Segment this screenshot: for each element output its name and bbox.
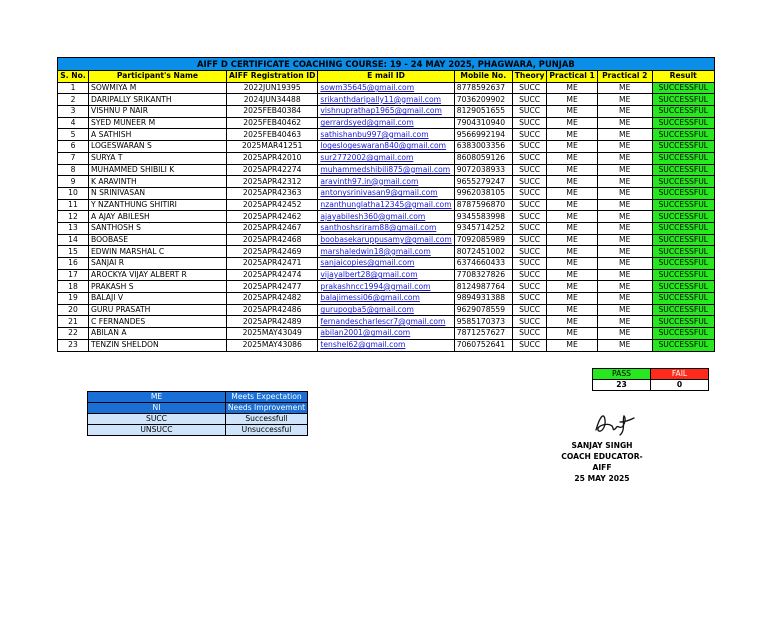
practical-2-grade: ME bbox=[597, 117, 652, 129]
email-link[interactable]: fernandescharlescr7@gmail.com bbox=[318, 316, 454, 328]
table-row bbox=[58, 328, 715, 340]
registration-id: 2025APR42274 bbox=[227, 164, 318, 176]
registration-id: 2025APR42462 bbox=[227, 211, 318, 223]
mobile-number: 7904310940 bbox=[454, 117, 512, 129]
theory-grade: SUCC bbox=[512, 258, 547, 270]
theory-grade: SUCC bbox=[512, 316, 547, 328]
email-link[interactable]: aravinth97.in@gmail.com bbox=[318, 176, 454, 188]
email-link[interactable]: sathishanbu997@gmail.com bbox=[318, 129, 454, 141]
mobile-number: 9345714252 bbox=[454, 222, 512, 234]
table-row bbox=[58, 234, 715, 246]
result-badge: SUCCESSFUL bbox=[652, 187, 714, 199]
table-row bbox=[58, 117, 715, 129]
serial-number: 15 bbox=[58, 246, 89, 258]
table-row bbox=[58, 316, 715, 328]
practical-2-grade: ME bbox=[597, 187, 652, 199]
fail-label: FAIL bbox=[651, 369, 709, 380]
registration-id: 2025APR42010 bbox=[227, 152, 318, 164]
table-row bbox=[58, 199, 715, 211]
registration-id: 2024JUN34488 bbox=[227, 94, 318, 106]
table-row bbox=[58, 304, 715, 316]
theory-grade: SUCC bbox=[512, 176, 547, 188]
column-header: Participant's Name bbox=[89, 71, 227, 83]
registration-id: 2022JUN19395 bbox=[227, 82, 318, 94]
column-header: E mail ID bbox=[318, 71, 454, 83]
registration-id: 2025APR42471 bbox=[227, 258, 318, 270]
theory-grade: SUCC bbox=[512, 117, 547, 129]
email-link[interactable]: srikanthdaripally11@gmail.com bbox=[318, 94, 454, 106]
participant-name: A AJAY ABILESH bbox=[89, 211, 227, 223]
registration-id: 2025APR42486 bbox=[227, 304, 318, 316]
signatory-block bbox=[552, 440, 652, 484]
theory-grade: SUCC bbox=[512, 199, 547, 211]
column-header: Mobile No. bbox=[454, 71, 512, 83]
mobile-number: 9585170373 bbox=[454, 316, 512, 328]
serial-number: 10 bbox=[58, 187, 89, 199]
practical-2-grade: ME bbox=[597, 199, 652, 211]
signatory-name: SANJAY SINGH bbox=[571, 441, 633, 450]
participant-name: SANTHOSH S bbox=[89, 222, 227, 234]
registration-id: 2025APR42477 bbox=[227, 281, 318, 293]
serial-number: 16 bbox=[58, 258, 89, 270]
registration-id: 2025APR42468 bbox=[227, 234, 318, 246]
serial-number: 7 bbox=[58, 152, 89, 164]
registration-id: 2025APR42469 bbox=[227, 246, 318, 258]
mobile-number: 7036209902 bbox=[454, 94, 512, 106]
result-badge: SUCCESSFUL bbox=[652, 293, 714, 305]
serial-number: 8 bbox=[58, 164, 89, 176]
practical-2-grade: ME bbox=[597, 304, 652, 316]
serial-number: 18 bbox=[58, 281, 89, 293]
serial-number: 4 bbox=[58, 117, 89, 129]
practical-1-grade: ME bbox=[547, 176, 597, 188]
theory-grade: SUCC bbox=[512, 246, 547, 258]
mobile-number: 7871257627 bbox=[454, 328, 512, 340]
serial-number: 22 bbox=[58, 328, 89, 340]
participant-name: Y NZANTHUNG SHITIRI bbox=[89, 199, 227, 211]
result-badge: SUCCESSFUL bbox=[652, 328, 714, 340]
email-link[interactable]: abilan2001@gmail.com bbox=[318, 328, 454, 340]
result-badge: SUCCESSFUL bbox=[652, 106, 714, 118]
practical-1-grade: ME bbox=[547, 129, 597, 141]
mobile-number: 9655279247 bbox=[454, 176, 512, 188]
email-link[interactable]: muhammedshibili875@gmail.com bbox=[318, 164, 454, 176]
table-row bbox=[58, 164, 715, 176]
practical-1-grade: ME bbox=[547, 234, 597, 246]
result-badge: SUCCESSFUL bbox=[652, 211, 714, 223]
result-badge: SUCCESSFUL bbox=[652, 258, 714, 270]
mobile-number: 9894931388 bbox=[454, 293, 512, 305]
practical-2-grade: ME bbox=[597, 152, 652, 164]
practical-2-grade: ME bbox=[597, 293, 652, 305]
result-badge: SUCCESSFUL bbox=[652, 94, 714, 106]
practical-2-grade: ME bbox=[597, 316, 652, 328]
email-link[interactable]: sur2772002@gmail.com bbox=[318, 152, 454, 164]
theory-grade: SUCC bbox=[512, 222, 547, 234]
mobile-number: 6383003356 bbox=[454, 141, 512, 153]
result-badge: SUCCESSFUL bbox=[652, 246, 714, 258]
result-badge: SUCCESSFUL bbox=[652, 164, 714, 176]
mobile-number: 9566992194 bbox=[454, 129, 512, 141]
pass-fail-summary bbox=[592, 368, 709, 391]
practical-1-grade: ME bbox=[547, 281, 597, 293]
table-row bbox=[58, 94, 715, 106]
table-row bbox=[58, 187, 715, 199]
participant-name: EDWIN MARSHAL C bbox=[89, 246, 227, 258]
email-link[interactable]: ajayabilesh360@gmail.com bbox=[318, 211, 454, 223]
legend-row bbox=[88, 425, 308, 436]
practical-1-grade: ME bbox=[547, 211, 597, 223]
practical-2-grade: ME bbox=[597, 258, 652, 270]
column-header: S. No. bbox=[58, 71, 89, 83]
participant-name: K ARAVINTH bbox=[89, 176, 227, 188]
legend-code: NI bbox=[88, 403, 226, 414]
participant-name: SOWMIYA M bbox=[89, 82, 227, 94]
email-link[interactable]: vijayalbert28@gmail.com bbox=[318, 269, 454, 281]
theory-grade: SUCC bbox=[512, 234, 547, 246]
mobile-number: 7708327826 bbox=[454, 269, 512, 281]
participant-name: DARIPALLY SRIKANTH bbox=[89, 94, 227, 106]
practical-2-grade: ME bbox=[597, 82, 652, 94]
pass-count: 23 bbox=[593, 380, 651, 391]
email-link[interactable]: vishnuprathap1965@gmail.com bbox=[318, 106, 454, 118]
pass-label: PASS bbox=[593, 369, 651, 380]
practical-2-grade: ME bbox=[597, 94, 652, 106]
result-badge: SUCCESSFUL bbox=[652, 152, 714, 164]
serial-number: 6 bbox=[58, 141, 89, 153]
mobile-number: 7092085989 bbox=[454, 234, 512, 246]
column-header: Theory bbox=[512, 71, 547, 83]
practical-2-grade: ME bbox=[597, 141, 652, 153]
participant-name: LOGESWARAN S bbox=[89, 141, 227, 153]
course-title: AIFF D CERTIFICATE COACHING COURSE: 19 - 24 MAY 2025, PHAGWARA, PUNJAB bbox=[58, 58, 715, 71]
mobile-number: 8778592637 bbox=[454, 82, 512, 94]
email-link[interactable]: gurupogba5@gmail.com bbox=[318, 304, 454, 316]
result-badge: SUCCESSFUL bbox=[652, 129, 714, 141]
practical-1-grade: ME bbox=[547, 328, 597, 340]
email-link[interactable]: tenshel62@gmail.com bbox=[318, 339, 454, 351]
participant-name: GURU PRASATH bbox=[89, 304, 227, 316]
theory-grade: SUCC bbox=[512, 152, 547, 164]
practical-1-grade: ME bbox=[547, 246, 597, 258]
result-badge: SUCCESSFUL bbox=[652, 117, 714, 129]
participant-name: N SRINIVASAN bbox=[89, 187, 227, 199]
practical-2-grade: ME bbox=[597, 211, 652, 223]
practical-2-grade: ME bbox=[597, 129, 652, 141]
result-badge: SUCCESSFUL bbox=[652, 199, 714, 211]
registration-id: 2025APR42312 bbox=[227, 176, 318, 188]
email-link[interactable]: santhoshsriram88@gmail.com bbox=[318, 222, 454, 234]
registration-id: 2025FEB40384 bbox=[227, 106, 318, 118]
practical-1-grade: ME bbox=[547, 117, 597, 129]
registration-id: 2025APR42474 bbox=[227, 269, 318, 281]
participant-name: BALAJI V bbox=[89, 293, 227, 305]
practical-1-grade: ME bbox=[547, 141, 597, 153]
theory-grade: SUCC bbox=[512, 304, 547, 316]
mobile-number: 7060752641 bbox=[454, 339, 512, 351]
practical-1-grade: ME bbox=[547, 339, 597, 351]
email-link[interactable]: balajimessi06@gmail.com bbox=[318, 293, 454, 305]
signatory-date: 25 MAY 2025 bbox=[574, 474, 630, 483]
signatory-role: COACH EDUCATOR- AIFF bbox=[561, 452, 643, 472]
theory-grade: SUCC bbox=[512, 164, 547, 176]
email-link[interactable]: boobasekaruppusamy@gmail.com bbox=[318, 234, 454, 246]
serial-number: 14 bbox=[58, 234, 89, 246]
participant-name: TENZIN SHELDON bbox=[89, 339, 227, 351]
legend-row bbox=[88, 403, 308, 414]
result-badge: SUCCESSFUL bbox=[652, 222, 714, 234]
theory-grade: SUCC bbox=[512, 94, 547, 106]
grading-legend bbox=[87, 391, 308, 436]
theory-grade: SUCC bbox=[512, 328, 547, 340]
result-badge: SUCCESSFUL bbox=[652, 234, 714, 246]
table-row bbox=[58, 152, 715, 164]
practical-1-grade: ME bbox=[547, 164, 597, 176]
participant-name: BOOBASE bbox=[89, 234, 227, 246]
serial-number: 9 bbox=[58, 176, 89, 188]
result-badge: SUCCESSFUL bbox=[652, 316, 714, 328]
result-badge: SUCCESSFUL bbox=[652, 281, 714, 293]
table-row bbox=[58, 106, 715, 118]
serial-number: 12 bbox=[58, 211, 89, 223]
theory-grade: SUCC bbox=[512, 339, 547, 351]
email-link[interactable]: nzanthunglatha12345@gmail.com bbox=[318, 199, 454, 211]
table-row bbox=[58, 211, 715, 223]
theory-grade: SUCC bbox=[512, 141, 547, 153]
serial-number: 20 bbox=[58, 304, 89, 316]
practical-1-grade: ME bbox=[547, 152, 597, 164]
email-link[interactable]: marshaledwin18@gmail.com bbox=[318, 246, 454, 258]
results-table bbox=[57, 57, 715, 352]
result-badge: SUCCESSFUL bbox=[652, 141, 714, 153]
practical-2-grade: ME bbox=[597, 246, 652, 258]
participant-name: SURYA T bbox=[89, 152, 227, 164]
registration-id: 2025MAR41251 bbox=[227, 141, 318, 153]
table-row bbox=[58, 141, 715, 153]
theory-grade: SUCC bbox=[512, 293, 547, 305]
legend-row bbox=[88, 392, 308, 403]
fail-count: 0 bbox=[651, 380, 709, 391]
table-row bbox=[58, 246, 715, 258]
email-link[interactable]: prakashncc1994@gmail.com bbox=[318, 281, 454, 293]
result-badge: SUCCESSFUL bbox=[652, 339, 714, 351]
table-row bbox=[58, 339, 715, 351]
serial-number: 13 bbox=[58, 222, 89, 234]
mobile-number: 8072451002 bbox=[454, 246, 512, 258]
participant-name: VISHNU P NAIR bbox=[89, 106, 227, 118]
table-row bbox=[58, 281, 715, 293]
result-badge: SUCCESSFUL bbox=[652, 269, 714, 281]
legend-meaning: Successfull bbox=[226, 414, 308, 425]
practical-1-grade: ME bbox=[547, 316, 597, 328]
theory-grade: SUCC bbox=[512, 106, 547, 118]
practical-1-grade: ME bbox=[547, 222, 597, 234]
mobile-number: 8124987764 bbox=[454, 281, 512, 293]
mobile-number: 8608059126 bbox=[454, 152, 512, 164]
practical-2-grade: ME bbox=[597, 106, 652, 118]
serial-number: 5 bbox=[58, 129, 89, 141]
registration-id: 2025APR42467 bbox=[227, 222, 318, 234]
theory-grade: SUCC bbox=[512, 129, 547, 141]
practical-2-grade: ME bbox=[597, 269, 652, 281]
practical-1-grade: ME bbox=[547, 199, 597, 211]
table-row bbox=[58, 222, 715, 234]
participant-name: MUHAMMED SHIBILI K bbox=[89, 164, 227, 176]
table-row bbox=[58, 258, 715, 270]
mobile-number: 9629078559 bbox=[454, 304, 512, 316]
serial-number: 1 bbox=[58, 82, 89, 94]
serial-number: 17 bbox=[58, 269, 89, 281]
serial-number: 21 bbox=[58, 316, 89, 328]
legend-meaning: Needs Improvement bbox=[226, 403, 308, 414]
result-badge: SUCCESSFUL bbox=[652, 304, 714, 316]
legend-meaning: Unsuccessful bbox=[226, 425, 308, 436]
theory-grade: SUCC bbox=[512, 82, 547, 94]
practical-1-grade: ME bbox=[547, 82, 597, 94]
practical-2-grade: ME bbox=[597, 339, 652, 351]
table-row bbox=[58, 82, 715, 94]
practical-1-grade: ME bbox=[547, 187, 597, 199]
registration-id: 2025APR42452 bbox=[227, 199, 318, 211]
practical-1-grade: ME bbox=[547, 293, 597, 305]
serial-number: 2 bbox=[58, 94, 89, 106]
practical-1-grade: ME bbox=[547, 106, 597, 118]
practical-2-grade: ME bbox=[597, 234, 652, 246]
practical-2-grade: ME bbox=[597, 281, 652, 293]
registration-id: 2025FEB40462 bbox=[227, 117, 318, 129]
registration-id: 2025APR42363 bbox=[227, 187, 318, 199]
email-link[interactable]: sowm35645@gmail.com bbox=[318, 82, 454, 94]
serial-number: 19 bbox=[58, 293, 89, 305]
participant-name: ABILAN A bbox=[89, 328, 227, 340]
practical-2-grade: ME bbox=[597, 222, 652, 234]
mobile-number: 9962038105 bbox=[454, 187, 512, 199]
practical-1-grade: ME bbox=[547, 304, 597, 316]
email-link[interactable]: gerrardsyed@gmail.com bbox=[318, 117, 454, 129]
legend-code: UNSUCC bbox=[88, 425, 226, 436]
serial-number: 11 bbox=[58, 199, 89, 211]
participant-name: PRAKASH S bbox=[89, 281, 227, 293]
email-link[interactable]: logeslogeswaran840@gmail.com bbox=[318, 141, 454, 153]
serial-number: 23 bbox=[58, 339, 89, 351]
column-header: Result bbox=[652, 71, 714, 83]
legend-code: ME bbox=[88, 392, 226, 403]
participant-name: SANJAI R bbox=[89, 258, 227, 270]
mobile-number: 9072038933 bbox=[454, 164, 512, 176]
registration-id: 2025FEB40463 bbox=[227, 129, 318, 141]
theory-grade: SUCC bbox=[512, 281, 547, 293]
participant-name: AROCKYA VIJAY ALBERT R bbox=[89, 269, 227, 281]
practical-1-grade: ME bbox=[547, 94, 597, 106]
participant-name: C FERNANDES bbox=[89, 316, 227, 328]
column-header: Practical 1 bbox=[547, 71, 597, 83]
registration-id: 2025MAY43049 bbox=[227, 328, 318, 340]
result-badge: SUCCESSFUL bbox=[652, 82, 714, 94]
practical-1-grade: ME bbox=[547, 269, 597, 281]
column-header: Practical 2 bbox=[597, 71, 652, 83]
mobile-number: 6374660433 bbox=[454, 258, 512, 270]
mobile-number: 9345583998 bbox=[454, 211, 512, 223]
registration-id: 2025MAY43086 bbox=[227, 339, 318, 351]
signature-mark bbox=[590, 408, 638, 438]
participant-name: A SATHISH bbox=[89, 129, 227, 141]
mobile-number: 8787596870 bbox=[454, 199, 512, 211]
practical-1-grade: ME bbox=[547, 258, 597, 270]
email-link[interactable]: antonysrinivasan9@gmail.com bbox=[318, 187, 454, 199]
column-header: AIFF Registration ID bbox=[227, 71, 318, 83]
table-row bbox=[58, 176, 715, 188]
participant-name: SYED MUNEER M bbox=[89, 117, 227, 129]
registration-id: 2025APR42489 bbox=[227, 316, 318, 328]
theory-grade: SUCC bbox=[512, 211, 547, 223]
practical-2-grade: ME bbox=[597, 328, 652, 340]
legend-meaning: Meets Expectation bbox=[226, 392, 308, 403]
theory-grade: SUCC bbox=[512, 269, 547, 281]
registration-id: 2025APR42482 bbox=[227, 293, 318, 305]
table-row bbox=[58, 269, 715, 281]
legend-row bbox=[88, 414, 308, 425]
table-row bbox=[58, 129, 715, 141]
theory-grade: SUCC bbox=[512, 187, 547, 199]
result-badge: SUCCESSFUL bbox=[652, 176, 714, 188]
mobile-number: 8129051655 bbox=[454, 106, 512, 118]
practical-2-grade: ME bbox=[597, 176, 652, 188]
email-link[interactable]: sanjaicopies@gmail.com bbox=[318, 258, 454, 270]
practical-2-grade: ME bbox=[597, 164, 652, 176]
serial-number: 3 bbox=[58, 106, 89, 118]
table-row bbox=[58, 293, 715, 305]
legend-code: SUCC bbox=[88, 414, 226, 425]
